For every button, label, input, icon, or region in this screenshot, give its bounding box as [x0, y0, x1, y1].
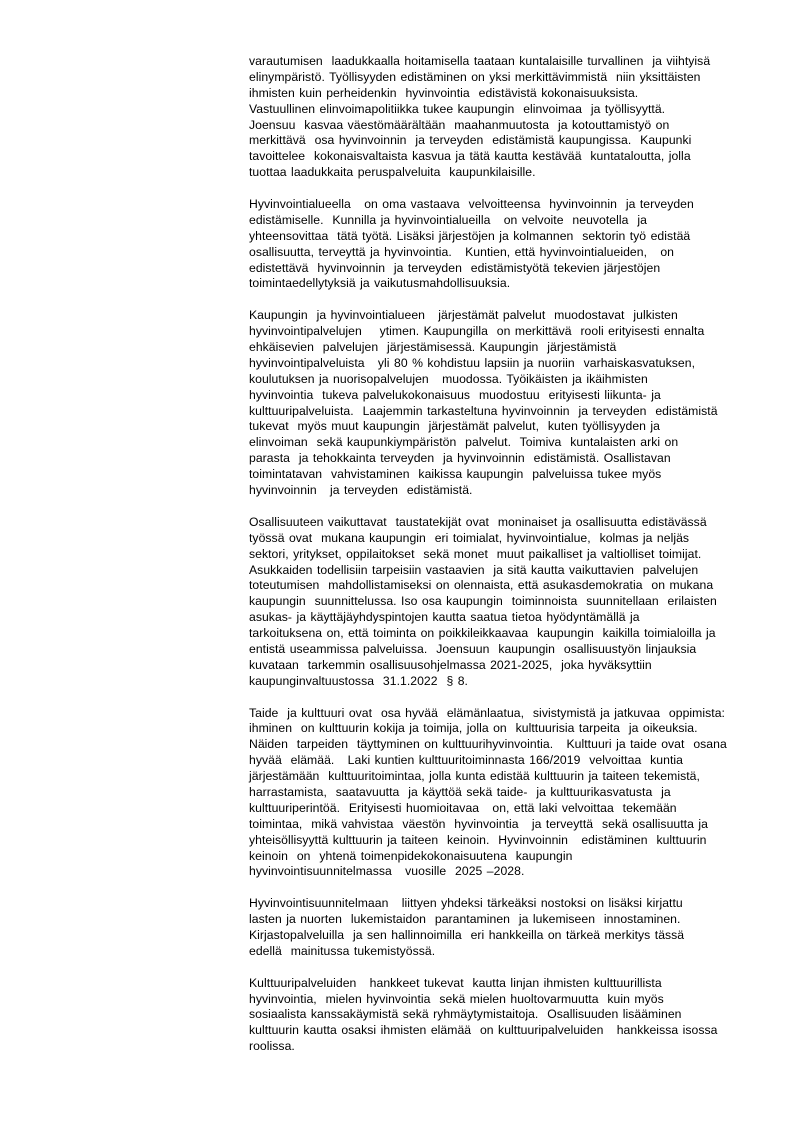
text-line: yhteensovittaa tätä työtä. Lisäksi järjestöjen ja kolmannen sektorin työ edistää — [249, 228, 691, 243]
text-line: varautumisen laadukkaalla hoitamisella taataan kuntalaisille turvallinen ja viihtyisä — [249, 54, 711, 68]
text-line: entistä useammissa palveluissa. Joensuun kaupungin osallisuustyön linjauksia — [249, 641, 697, 656]
text-line: toimintaa, mikä vahvistaa väestön hyvinvointia ja terveyttä sekä osallisuutta ja — [249, 816, 708, 831]
text-line: ehkäisevien palvelujen järjestämisessä. Kaupungin järjestämistä — [249, 340, 617, 355]
text-line: Hyvinvointialueella on oma vastaava velvoitteensa hyvinvoinnin ja terveyden — [249, 197, 694, 212]
text-line: kulttuuripalveluista. Laajemmin tarkasteltuna hyvinvoinnin ja terveyden edistämistä — [249, 403, 718, 418]
text-line: edistettävä hyvinvoinnin ja terveyden edistämistyötä tekevien järjestöjen — [249, 260, 661, 275]
text-line: hyvinvointia tukeva palvelukokonaisuus muodostuu erityisesti liikunta- ja — [249, 387, 661, 402]
text-line: roolissa. — [249, 1039, 295, 1054]
text-line: kuvataan tarkemmin osallisuusohjelmassa 2021-2025, joka hyväksyttiin — [249, 657, 652, 672]
text-line: Kirjastopalveluilla ja sen hallinnoimilla eri hankkeilla on tärkeä merkitys tässä — [249, 927, 685, 942]
document-page — [249, 54, 769, 1071]
text-line: kaupunginvaltuustossa 31.1.2022 § 8. — [249, 673, 468, 688]
paragraph-1 — [249, 54, 769, 181]
text-line: Joensuu kasvaa väestömäärältään maahanmuutosta ja kotouttamistyö on — [249, 117, 670, 132]
text-line: parasta ja tehokkainta terveyden ja hyvinvoinnin edistämistä. Osallistavan — [249, 451, 671, 466]
text-line: toimintatavan vahvistaminen kaikissa kaupungin palveluissa tukee myös — [249, 467, 662, 482]
paragraph-3 — [249, 308, 769, 499]
text-line: ihminen on kulttuurin kokija ja toimija, jolla on kulttuurisia tarpeita ja oikeuksia. — [249, 721, 698, 736]
text-line: Asukkaiden todellisiin tarpeisiin vastaavien ja sitä kautta vaikuttavien palvelujen — [249, 562, 699, 577]
text-line: hyvinvointisuunnitelmassa vuosille 2025 –2028. — [249, 864, 525, 879]
text-line: edistämiselle. Kunnilla ja hyvinvointialueilla on velvoite neuvotella ja — [249, 212, 647, 227]
text-line: hyvinvointipalvelujen ytimen. Kaupungilla on merkittävä rooli erityisesti ennalta — [249, 324, 705, 339]
text-line: elinvoiman sekä kaupunkiympäristön palvelut. Toimiva kuntalaisten arki on — [249, 435, 679, 450]
text-line: tavoittelee kokonaisvaltaista kasvua ja tätä kautta kestävää kuntataloutta, jolla — [249, 149, 691, 164]
text-line: elinympäristö. Työllisyyden edistäminen on yksi merkittävimmistä niin yksittäisten — [249, 69, 701, 84]
text-line: kulttuuriperintöä. Erityisesti huomioitavaa on, että laki velvoittaa tekemään — [249, 800, 677, 815]
text-line: harrastamista, saatavuutta ja käyttöä sekä taide- ja kulttuurikasvatusta ja — [249, 784, 671, 799]
text-line: Vastuullinen elinvoimapolitiikka tukee kaupungin elinvoimaa ja työllisyyttä. — [249, 101, 666, 116]
text-line: Taide ja kulttuuri ovat osa hyvää elämänlaatua, sivistymistä ja jatkuvaa oppimista: — [249, 705, 725, 720]
text-line: sektori, yritykset, oppilaitokset sekä monet muut paikalliset ja valtiolliset toimijat. — [249, 546, 702, 561]
text-line: toteutumisen mahdollistamiseksi on olennaista, että asukasdemokratia on mukana — [249, 578, 714, 593]
text-line: sosiaalista kanssakäymistä sekä ryhmäytymistaitoja. Osallisuuden lisääminen — [249, 1007, 682, 1022]
text-line: työssä ovat mukana kaupungin eri toimialat, hyvinvointialue, kolmas ja neljäs — [249, 530, 690, 545]
text-line: Näiden tarpeiden täyttyminen on kulttuurihyvinvointia. Kulttuuri ja taide ovat osana — [249, 737, 727, 752]
text-line: Hyvinvointisuunnitelmaan liittyen yhdeksi tärkeäksi nostoksi on lisäksi kirjattu — [249, 896, 683, 911]
text-line: Osallisuuteen vaikuttavat taustatekijät ovat moninaiset ja osallisuutta edistävässä — [249, 514, 707, 529]
paragraph-7 — [249, 976, 769, 1055]
text-line: osallisuutta, terveyttä ja hyvinvointia. Kuntien, että hyvinvointialueiden, on — [249, 244, 674, 259]
text-line: hyvää elämää. Laki kuntien kulttuuritoiminnasta 166/2019 velvoittaa kuntia — [249, 753, 683, 768]
text-line: tukevat myös muut kaupungin järjestämät palvelut, kuten työllisyyden ja — [249, 419, 660, 434]
text-line: keinoin on yhtenä toimenpidekokonaisuutena kaupungin — [249, 848, 573, 863]
text-line: kulttuurin kautta osaksi ihmisten elämää on kulttuuripalveluiden hankkeissa isossa — [249, 1023, 718, 1038]
text-line: järjestämään kulttuuritoimintaa, jolla kunta edistää kulttuurin ja taiteen tekemistä, — [249, 769, 700, 784]
text-line: tuottaa laadukkaita peruspalveluita kaupunkilaisille. — [249, 165, 536, 180]
text-line: kaupungin suunnittelussa. Iso osa kaupungin toiminnoista suunnitellaan erilaisten — [249, 594, 717, 609]
text-line: hyvinvoinnin ja terveyden edistämistä. — [249, 483, 473, 498]
text-line: hyvinvointipalveluista yli 80 % kohdistuu lapsiin ja nuoriin varhaiskasvatuksen, — [249, 355, 696, 370]
text-line: tarkoituksena on, että toiminta on poikkileikkaavaa kaupungin kaikilla toimialoilla ja — [249, 626, 716, 641]
paragraph-4 — [249, 515, 769, 690]
text-line: ihmisten kuin perheidenkin hyvinvointia edistävistä kokonaisuuksista. — [249, 85, 639, 100]
text-line: asukas- ja käyttäjäyhdyspintojen kautta saatua tietoa hyödyntämällä ja — [249, 610, 640, 625]
paragraph-2 — [249, 197, 769, 292]
text-line: koulutuksen ja nuorisopalvelujen muodossa. Työikäisten ja ikäihmisten — [249, 371, 648, 386]
text-line: lasten ja nuorten lukemistaidon parantaminen ja lukemiseen innostaminen. — [249, 912, 681, 927]
paragraph-6 — [249, 896, 769, 960]
text-line: Kaupungin ja hyvinvointialueen järjestämät palvelut muodostavat julkisten — [249, 308, 678, 323]
paragraph-5 — [249, 706, 769, 881]
text-line: edellä mainitussa tukemistyössä. — [249, 943, 436, 958]
text-line: merkittävä osa hyvinvoinnin ja terveyden edistämistä kaupungissa. Kaupunki — [249, 133, 692, 148]
text-line: hyvinvointia, mielen hyvinvointia sekä mielen huoltovarmuutta kuin myös — [249, 991, 664, 1006]
text-line: toimintaedellytyksiä ja vaikutusmahdollisuuksia. — [249, 276, 511, 291]
text-line: Kulttuuripalveluiden hankkeet tukevat kautta linjan ihmisten kulttuurillista — [249, 975, 662, 990]
text-line: yhteisöllisyyttä kulttuurin ja taiteen keinoin. Hyvinvoinnin edistäminen kulttuurin — [249, 832, 707, 847]
